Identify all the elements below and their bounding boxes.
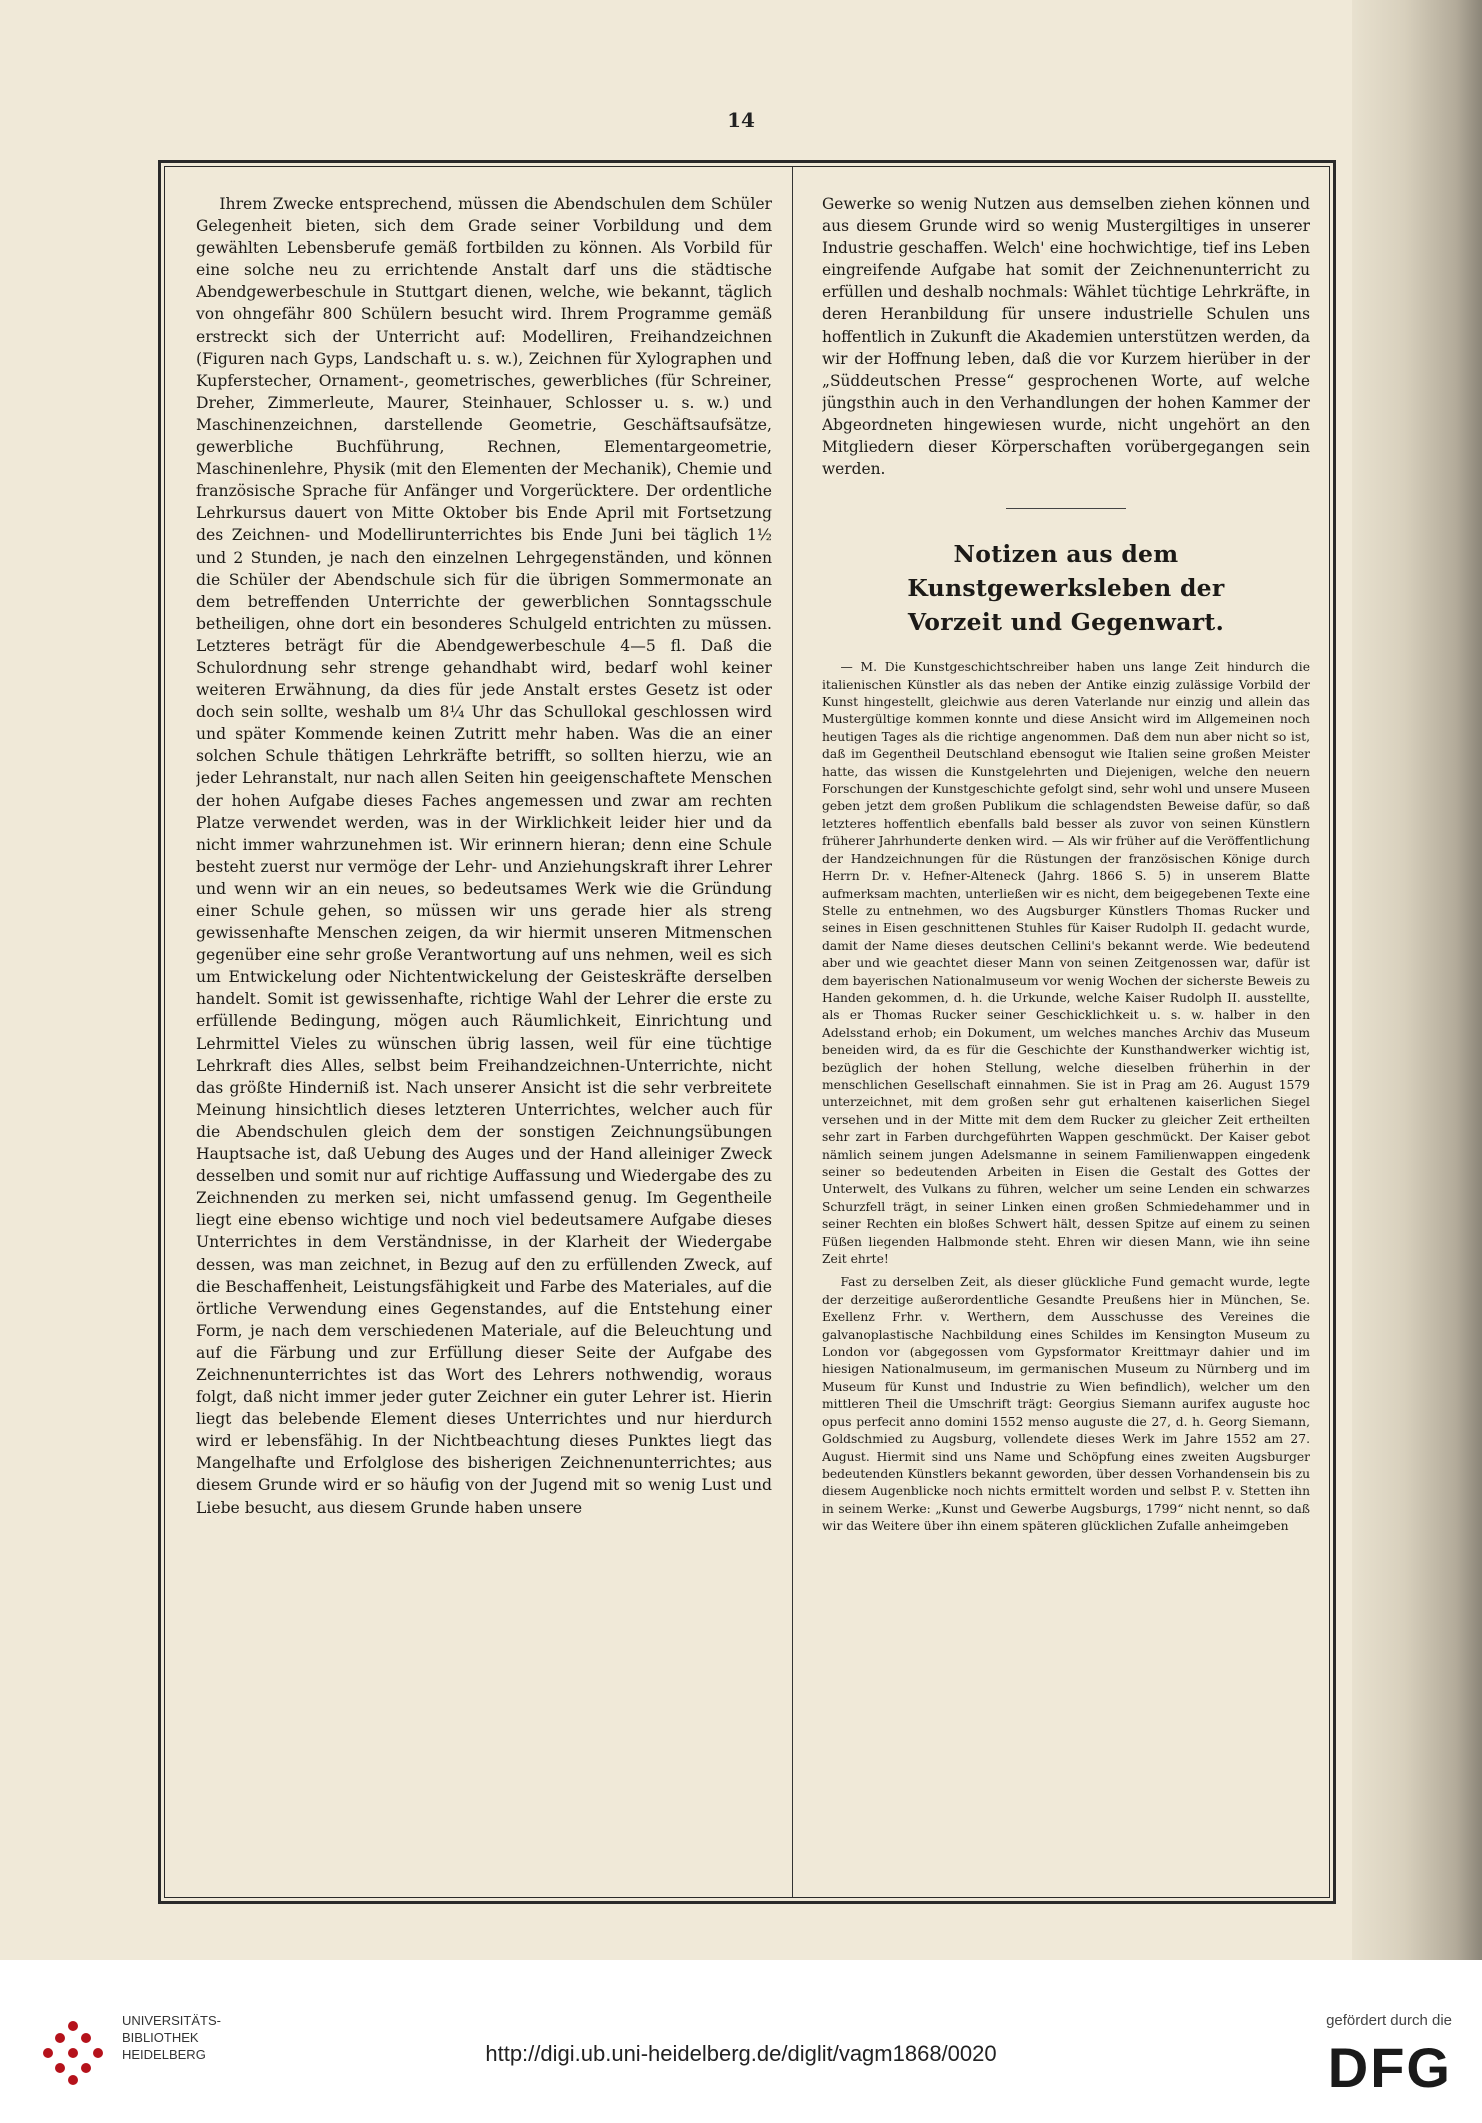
article-paragraph-1: — M. Die Kunstgeschichtschreiber haben uns lange Zeit hindurch die italienischen Künstler als das neben der Antike einzig zulässige Vorbild der Kunst hingestellt, gleichwie aus deren Vaterlande nur einzig und allein das Mustergültige kommen konnte und diese Ansicht wird im Allgemeinen noch heutigen Tages als die richtige angenommen. Daß dem nun aber nicht so ist, daß im Gegentheil Deutschland ebensogut wie Italien seine großen Meister hatte, das wissen die Kunstgelehrten und Diejenigen, welche den neuern Forschungen der Kunstgeschichte gefolgt sind, sehr wohl und unsere Museen geben jetzt dem großen Publikum die schlagendsten Beweise dafür, so daß letzteres hoffentlich ebenfalls bald besser als zuvor von seinen Künstlern früherer Jahrhunderte denken wird. — Als wir früher auf die Veröffentlichung der Handzeichnungen für die Rüstungen der französischen Könige durch Herrn Dr. v. Hefner-Alteneck (Jahrg. 1866 S. 5) in unserem Blatte aufmerksam machten, unterließen wir es nicht, dem beigegebenen Texte eine Stelle zu entnehmen, wo des Augsburger Künstlers Thomas Rucker und seines in Eisen geschnittenen Stuhles für Kaiser Rudolph II. gedacht wurde, damit der Name dieses deutschen Cellini's bekannt werde. Wie bedeutend aber und wie geachtet dieser Mann von seinen Zeitgenossen war, dafür ist dem bayerischen Nationalmuseum vor wenig Wochen der sicherste Beweis zu Handen gekommen, d. h. die Urkunde, welche Kaiser Rudolph II. ausstellte, als er Thomas Rucker seiner Geschicklichkeit u. s. w. halber in den Adelsstand erhob; ein Dokument, um welches manches Archiv das Museum beneiden wird, da es für die Geschichte der Kunsthandwerker wichtig ist, bezüglich der hohen Stellung, welche dieselben früherhin in der menschlichen Gesellschaft einnahmen. Sie ist in Prag am 26. August 1579 unterzeichnet, mit dem großen sehr gut erhaltenen kaiserlichen Siegel versehen und in der Mitte mit dem dem Rucker zu gleicher Zeit ertheilten sehr zart in Farben durchgeführten Wappen geschmückt. Der Kaiser gebot nämlich seinem jungen Adelsmanne in seinem Familienwappen eingedenk seiner so bedeutenden Arbeiten in Eisen die Gestalt des Gottes der Unterwelt, des Vulkans zu führen, welcher um seine Lenden ein schwarzes Schurzfell trägt, in seiner Linken einen großen Schmiedehammer und in seiner Rechten ein bloßes Schwert hält, dessen Spitze auf einem zu seinen Füßen liegenden Halbmonde steht. Ehren wir diesen Mann, wie ihn seine Zeit ehrte! <box>822 660 1310 1267</box>
scan-edge-shadow <box>1352 0 1482 1960</box>
column-divider <box>792 167 793 1897</box>
section-title <box>822 537 1310 639</box>
right-column <box>822 193 1310 1893</box>
article-paragraph-2: Fast zu derselben Zeit, als dieser glückliche Fund gemacht wurde, legte der derzeitige außerordentliche Gesandte Preußens hier in München, Se. Exellenz Frhr. v. Werthern, dem Ausschusse des Vereines die galvanoplastische Nachbildung eines Schildes im Kensington Museum zu London vor (abgegossen vom Gypsformator Kreittmayr dahier und im hiesigen Nationalmuseum, im germanischen Museum zu Nürnberg und im Museum für Kunst und Industrie zu Wien befindlich), welcher um den mittleren Theil die Umschrift trägt: Georgius Siemann aurifex auguste hoc opus perfecit anno domini 1552 menso auguste die 27, d. h. Georg Siemann, Goldschmied zu Augsburg, vollendete dieses Werk im Jahre 1552 am 27. August. Hiermit sind uns Name und Schöpfung eines zweiten Augsburger bedeutenden Künstlers bekannt geworden, über dessen Vorhandensein bis zu diesem Augenblicke noch nichts ermittelt worden und selbst P. v. Stetten ihn in seinem Werke: „Kunst und Gewerbe Augsburgs, 1799“ nicht nennt, so daß wir das Weitere über ihn einem späteren glücklichen Zufalle anheimgeben <box>822 1275 1310 1534</box>
section-divider <box>1006 508 1126 509</box>
left-column-text: Ihrem Zwecke entsprechend, müssen die Abendschulen dem Schüler Gelegenheit bieten, sich dem Grade seiner Vorbildung und dem gewählten Lebensberufe gemäß fortbilden zu können. Als Vorbild für eine solche neu zu errichtende Anstalt darf uns die städtische Abendgewerbeschule in Stuttgart dienen, welche, wie bekannt, täglich von ohngefähr 800 Schülern besucht wird. Ihrem Programme gemäß erstreckt sich der Unterricht auf: Modelliren, Freihandzeichnen (Figuren nach Gyps, Landschaft u. s. w.), Zeichnen für Xylographen und Kupferstecher, Ornament-, geometrisches, gewerbliches (für Schreiner, Dreher, Zimmerleute, Maurer, Steinhauer, Schlosser u. s. w.) und Maschinenzeichnen, darstellende Geometrie, Geschäftsaufsätze, gewerbliche Buchführung, Rechnen, Elementargeometrie, Maschinenlehre, Physik (mit den Elementen der Mechanik), Chemie und französische Sprache für Anfänger und Vorgerücktere. Der ordentliche Lehrkursus dauert von Mitte Oktober bis Ende April mit Fortsetzung des Zeichnen- und Modellirunterrichtes bis Ende Juni bei täglich 1½ und 2 Stunden, je nach den einzelnen Lehrgegenständen, und können die Schüler der Abendschule sich für die übrigen Sommermonate an dem betreffenden Unterrichte der gewerblichen Sonntagsschule betheiligen, ohne dort ein besonderes Schulgeld entrichten zu müssen. Letzteres beträgt für die Abendgewerbeschule 4—5 fl. Daß die Schulordnung sehr strenge gehandhabt wird, bedarf wohl keiner weiteren Erwähnung, da dies für jede Anstalt erstes Gesetz ist oder doch sein sollte, weshalb um 8¼ Uhr das Schullokal geschlossen wird und später Kommende keinen Zutritt mehr haben. Was die an einer solchen Schule thätigen Lehrkräfte betrifft, so sollten hierzu, wie an jeder Lehranstalt, nur nach allen Seiten hin geeigenschaftete Menschen der hohen Aufgabe dieses Faches angemessen und zwar am rechten Platze verwendet werden, was in der Wirklichkeit leider hier und da nicht immer wahrzunehmen ist. Wir erinnern hieran; denn eine Schule besteht zuerst nur vermöge der Lehr- und Anziehungskraft ihrer Lehrer und wenn wir an ein neues, so bedeutsames Werk wie die Gründung einer Schule gehen, so müssen wir uns gerade hier als streng gewissenhafte Menschen zeigen, da wir hiermit unseren Mitmenschen gegenüber eine sehr große Verantwortung auf uns nehmen, weil es sich um Entwickelung oder Nichtentwickelung der Geisteskräfte derselben handelt. Somit ist gewissenhafte, richtige Wahl der Lehrer die erste zu erfüllende Bedingung, mögen auch Räumlichkeit, Einrichtung und Lehrmittel Vieles zu wünschen übrig lassen, weil für eine tüchtige Lehrkraft dies Alles, selbst beim Freihandzeichnen-Unterrichte, nicht das größte Hinderniß ist. Nach unserer Ansicht ist die sehr verbreitete Meinung hinsichtlich dieses letzteren Unterrichtes, welcher auch für die Abendschulen gleich dem der sonstigen Zeichnungsübungen Hauptsache ist, daß Uebung des Auges und der Hand alleiniger Zweck desselben und somit nur auf richtige Auffassung und Wiedergabe des zu Zeichnenden zu merken sei, nicht umfassend genug. Im Gegentheile liegt eine ebenso wichtige und noch viel bedeutsamere Aufgabe dieses Unterrichtes in dem Verständnisse, in der Klarheit der Wiedergabe dessen, was man zeichnet, in Bezug auf den zu erfüllenden Zweck, auf die Beschaffenheit, Leistungsfähigkeit und Farbe des Materiales, auf die örtliche Verwendung eines Gegenstandes, auf die Entstehung einer Form, je nach dem verschiedenen Materiale, auf die Beleuchtung und auf die Färbung und zur Erfüllung dieser Seite der Aufgabe des Zeichnenunterrichtes ist das Wort des Lehrers nothwendig, woraus folgt, daß nicht immer jeder guter Zeichner ein guter Lehrer ist. Hierin liegt das belebende Element dieses Unterrichtes und nur hierdurch wird er lebensfähig. In der Nichtbeachtung dieses Punktes liegt das Mangelhafte und Erfolglose des bisherigen Zeichnenunterrichtes; aus diesem Grunde wird er so häufig von der Jugend mit so wenig Lust und Liebe besucht, aus diesem Grunde haben unsere <box>196 195 772 1517</box>
library-name-line3: HEIDELBERG <box>122 2047 206 2062</box>
digital-copy-url[interactable]: http://digi.ub.uni-heidelberg.de/diglit/vagm1868/0020 <box>485 2041 997 2066</box>
dfg-logo[interactable]: DFG <box>1327 2036 1452 2099</box>
library-name-line2: BIBLIOTHEK <box>122 2030 199 2045</box>
left-column <box>196 193 772 1893</box>
section-title-line2: Vorzeit und Gegenwart. <box>907 608 1225 637</box>
right-column-intro: Gewerke so wenig Nutzen aus demselben ziehen können und aus diesem Grunde wird so wenig Mustergiltiges in unserer Industrie geschaffen. Welch' eine hochwichtige, tief ins Leben eingreifende Aufgabe hat somit der Zeichnenunterricht zu erfüllen und deshalb nochmals: Wählet tüchtige Lehrkräfte, in deren Heranbildung für unsere industrielle Schulen uns hoffentlich in Zukunft die Akademien unterstützen werden, da wir der Hoffnung leben, daß die vor Kurzem hierüber in der „Süddeutschen Presse“ gesprochenen Worte, auf welche jüngsthin auch in den Verhandlungen der hohen Kammer der Abgeordneten hingewiesen wurde, nicht ungehört an den Mitgliedern dieser Körperschaften vorübergegangen sein werden. <box>822 195 1310 479</box>
page-number: 14 <box>727 108 755 132</box>
library-name-line1: UNIVERSITÄTS- <box>122 2013 221 2028</box>
section-title-line1: Notizen aus dem Kunstgewerksleben der <box>907 540 1225 603</box>
funded-by-label: gefördert durch die <box>1326 2012 1452 2029</box>
